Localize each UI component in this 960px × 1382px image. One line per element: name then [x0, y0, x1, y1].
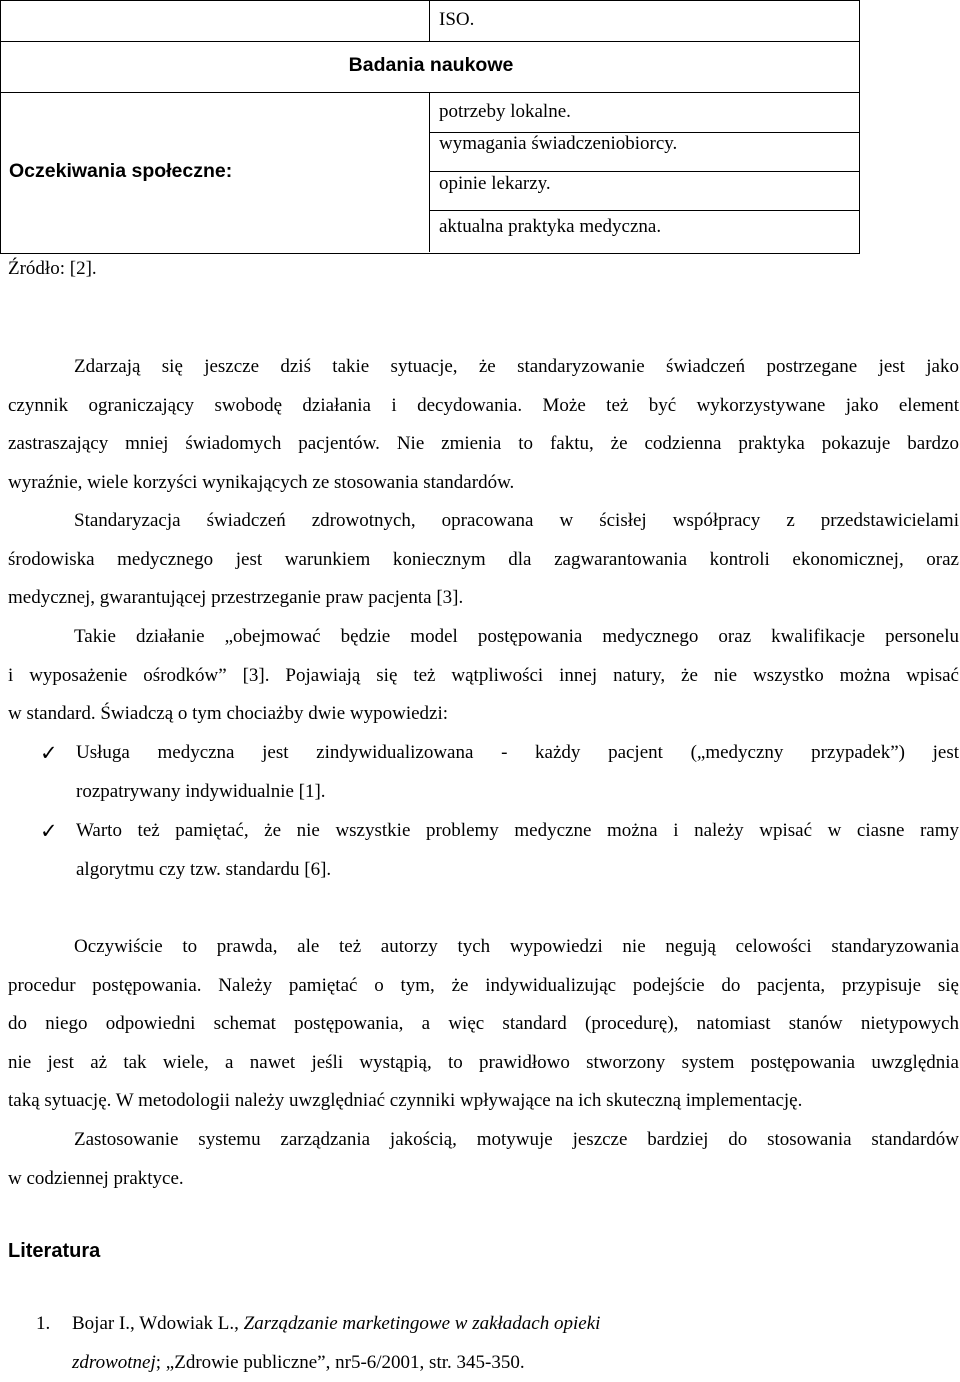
text-line: Warto też pamiętać, że nie wszystkie problemy medyczne można i należy wpisać w ciasne ramy	[76, 820, 959, 841]
text-line: wyraźnie, wiele korzyści wynikających ze stosowania standardów.	[8, 471, 515, 493]
reference-item	[72, 1305, 600, 1382]
text-line: taką sytuację. W metodologii należy uwzględniać czynniki wpływające na ich skuteczną implementację.	[8, 1090, 803, 1111]
table-header-row	[0, 41, 860, 93]
text-line: środowiska medycznego jest warunkiem koniecznym dla zagwarantowania kontroli ekonomicznej, oraz	[8, 548, 959, 570]
text-line: Oczywiście to prawda, ale też autorzy tych wypowiedzi nie negują celowości standaryzowania	[74, 936, 959, 957]
table-cell-text: opinie lekarzy.	[439, 173, 551, 194]
table-cell-item	[430, 171, 860, 211]
reference-title: zdrowotnej	[72, 1351, 156, 1373]
table-cell-item	[430, 210, 860, 252]
text-line: Standaryzacja świadczeń zdrowotnych, opracowana w ścisłej współpracy z przedstawicielami	[74, 510, 959, 531]
table-header-research: Badania naukowe	[348, 54, 514, 76]
table-cell-item	[430, 132, 860, 172]
paragraph	[8, 1121, 959, 1198]
reference-number: 1.	[36, 1313, 51, 1334]
table-cell-text: potrzeby lokalne.	[439, 101, 571, 122]
text-line: i wyposażenie ośrodków” [3]. Pojawiają się też wątpliwości innej natury, że nie wszystko można wpisać	[8, 664, 959, 686]
reference-title: Zarządzanie marketingowe w zakładach opieki	[243, 1313, 601, 1334]
checkmark-icon: ✓	[40, 741, 58, 765]
text-line: Zdarzają się jeszcze dziś takie sytuacje, że standaryzowanie świadczeń postrzegane jest jako	[74, 356, 959, 377]
table-cell-item	[430, 92, 860, 133]
text-line: w standard. Świadczą o tym chociażby dwie wypowiedzi:	[8, 703, 449, 724]
reference-details: ; „Zdrowie publiczne”, nr5-6/2001, str. 345-350.	[155, 1351, 525, 1373]
paragraph	[8, 618, 959, 734]
paragraph	[8, 502, 959, 618]
text-line: Zastosowanie systemu zarządzania jakością, motywuje jeszcze bardziej do stosowania standardów	[74, 1129, 959, 1150]
paragraph	[8, 348, 959, 502]
text-line: zastraszający mniej świadomych pacjentów. Nie zmienia to faktu, że codzienna praktyka pokazuje bardzo	[8, 433, 959, 454]
table-row-label: Oczekiwania społeczne:	[9, 160, 233, 182]
text-line: w codziennej praktyce.	[8, 1167, 184, 1189]
table-top-row	[0, 0, 860, 42]
table-cell-iso: ISO.	[439, 9, 475, 30]
text-line: do niego odpowiedni schemat postępowania, a więc standard (procedurę), natomiast stanów nietypowych	[8, 1013, 959, 1034]
text-line: czynnik ograniczający swobodę działania i decydowania. Może też być wykorzystywane jako element	[8, 394, 959, 416]
table-source: Źródło: [2].	[8, 258, 97, 279]
table-divider	[429, 1, 430, 41]
section-heading: Literatura	[8, 1240, 101, 1262]
text-line: rozpatrywany indywidualnie [1].	[76, 780, 326, 802]
text-line: procedur postępowania. Należy pamiętać o tym, że indywidualizując podejście do pacjenta, przypisuje się	[8, 974, 959, 996]
checkmark-icon: ✓	[40, 819, 58, 843]
table-body	[0, 92, 860, 254]
paragraph	[8, 928, 959, 1121]
text-line: nie jest aż tak wiele, a nawet jeśli wystąpią, to prawidłowo stworzony system postępowania uwzględnia	[8, 1051, 959, 1073]
table-cell-text: wymagania świadczeniobiorcy.	[439, 133, 678, 154]
table-cell-text: aktualna praktyka medyczna.	[439, 216, 662, 237]
text-line: algorytmu czy tzw. standardu [6].	[76, 858, 332, 880]
text-line: Usługa medyczna jest zindywidualizowana - każdy pacjent („medyczny przypadek”) jest	[76, 742, 959, 763]
reference-authors: Bojar I., Wdowiak L.,	[72, 1313, 244, 1334]
text-line: medycznej, gwarantującej przestrzeganie praw pacjenta [3].	[8, 587, 464, 608]
text-line: Takie działanie „obejmować będzie model postępowania medycznego oraz kwalifikacje personelu	[74, 626, 959, 647]
